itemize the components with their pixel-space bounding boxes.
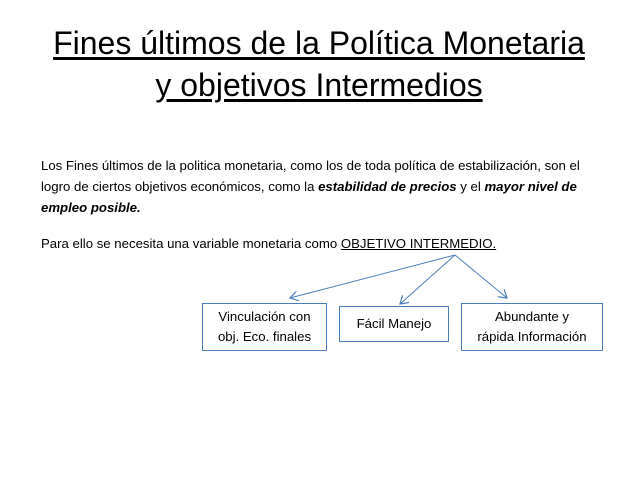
- paragraph-text-b: y el: [456, 179, 485, 194]
- box-abundante-line1: Abundante y: [494, 309, 570, 324]
- emphasis-estabilidad: estabilidad de precios: [318, 179, 457, 194]
- paragraph-text-a: Los Fines últimos de la politica monetaria, como los de toda política de estabilización, son el logro de ciertos objetivos económicos, como la: [41, 158, 580, 194]
- paragraph2-text: Para ello se necesita una variable monetaria como: [41, 236, 341, 251]
- box-vinculacion: [202, 303, 327, 351]
- emphasis-empleo: mayor nivel de empleo posible.: [41, 179, 577, 215]
- box-facil-manejo-label: Fácil Manejo: [356, 316, 432, 331]
- box-vinculacion-line2: obj. Eco. finales: [217, 329, 312, 344]
- box-abundante-informacion: [461, 303, 603, 351]
- box-abundante-line2: rápida Información: [477, 329, 587, 344]
- box-facil-manejo: [339, 306, 449, 342]
- title-line-1: Fines últimos de la Política Monetaria: [53, 25, 585, 61]
- objetivo-intermedio-label: OBJETIVO INTERMEDIO.: [340, 236, 497, 251]
- title-line-2: y objetivos Intermedios: [155, 67, 483, 103]
- box-vinculacion-line1: Vinculación con: [218, 309, 311, 324]
- arrow-to-abundante: [455, 255, 507, 298]
